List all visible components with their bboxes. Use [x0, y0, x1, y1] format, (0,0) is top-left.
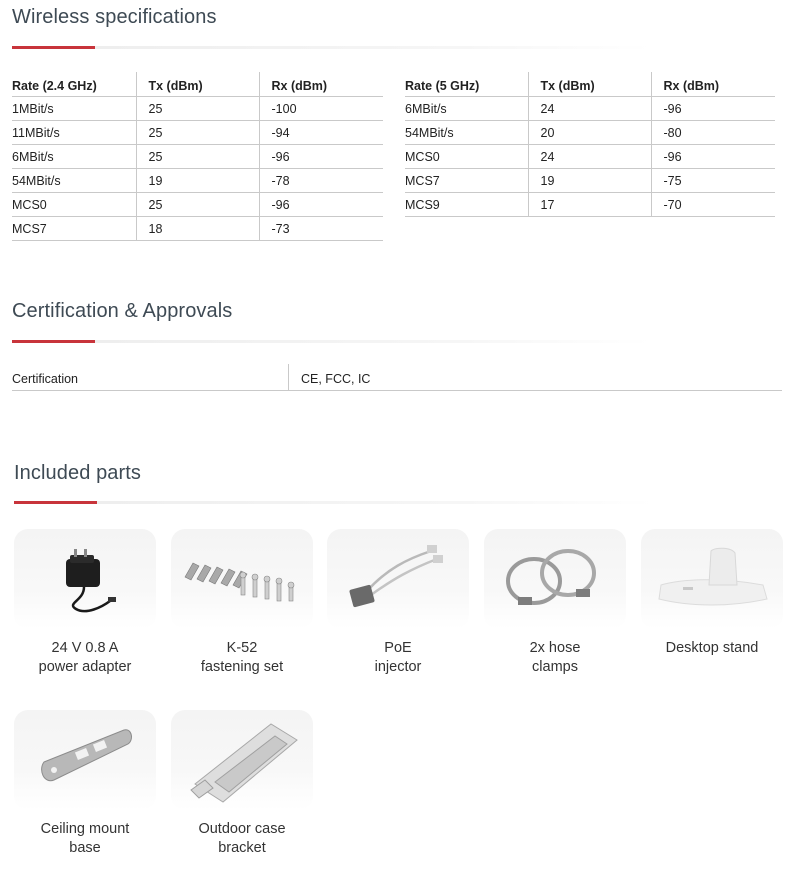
table-cell: 17	[528, 192, 651, 216]
table-cell: MCS0	[12, 192, 136, 216]
table-cell: 20	[528, 120, 651, 144]
table-row	[12, 96, 383, 120]
table-cell: -96	[259, 192, 383, 216]
table-cell: MCS7	[405, 168, 528, 192]
table-cell: 54MBit/s	[405, 120, 528, 144]
table-cell: 25	[136, 144, 259, 168]
certification-value: CE, FCC, IC	[301, 372, 371, 386]
table-row	[405, 144, 775, 168]
part-caption: PoE injector	[374, 640, 422, 675]
table-row	[405, 120, 775, 144]
column-header: Tx (dBm)	[136, 72, 259, 96]
table-cell: -80	[651, 120, 775, 144]
table-row	[405, 168, 775, 192]
desktop-stand-icon	[641, 529, 783, 629]
part-caption: 2x hose clamps	[529, 640, 581, 675]
included-parts-title: Included parts	[14, 462, 142, 484]
table-cell: -100	[259, 96, 383, 120]
certification-title: Certification & Approvals	[12, 300, 233, 322]
part-desktop-stand[interactable]	[641, 529, 783, 658]
certification-title-underline	[12, 340, 652, 343]
table-cell: -96	[651, 144, 775, 168]
table-row	[12, 216, 383, 240]
part-caption: K-52 fastening set	[200, 640, 284, 675]
table-cell: 11MBit/s	[12, 120, 136, 144]
table-row	[12, 120, 383, 144]
part-caption: Outdoor case bracket	[198, 821, 286, 856]
column-divider	[288, 364, 289, 391]
table-header-row	[12, 72, 383, 96]
table-cell: -78	[259, 168, 383, 192]
column-header: Rate (5 GHz)	[405, 72, 528, 96]
table-row	[12, 192, 383, 216]
poe-injector-icon	[327, 529, 469, 629]
column-header: Rx (dBm)	[259, 72, 383, 96]
table-cell: 1MBit/s	[12, 96, 136, 120]
part-poe-injector[interactable]	[327, 529, 469, 677]
part-caption: Desktop stand	[665, 640, 759, 656]
column-header: Rate (2.4 GHz)	[12, 72, 136, 96]
part-caption: Ceiling mount base	[40, 821, 130, 856]
wireless-table-2-4ghz	[12, 72, 383, 241]
table-row	[405, 192, 775, 216]
table-cell: 24	[528, 96, 651, 120]
wireless-title-underline	[12, 46, 652, 49]
table-cell: 24	[528, 144, 651, 168]
table-header-row	[405, 72, 775, 96]
power-adapter-icon	[14, 529, 156, 629]
wireless-table-5ghz	[405, 72, 775, 217]
table-row	[12, 144, 383, 168]
certification-label: Certification	[12, 372, 78, 386]
part-caption: 24 V 0.8 A power adapter	[38, 640, 132, 675]
hose-clamps-icon	[484, 529, 626, 629]
part-case-bracket[interactable]	[171, 710, 313, 858]
table-cell: 19	[528, 168, 651, 192]
table-cell: -96	[651, 96, 775, 120]
part-fastening-set[interactable]	[171, 529, 313, 677]
table-cell: -73	[259, 216, 383, 240]
part-power-adapter[interactable]	[14, 529, 156, 677]
table-cell: 19	[136, 168, 259, 192]
table-cell: 25	[136, 192, 259, 216]
table-cell: 18	[136, 216, 259, 240]
table-row	[12, 168, 383, 192]
table-cell: MCS7	[12, 216, 136, 240]
table-cell: 6MBit/s	[12, 144, 136, 168]
table-cell: -70	[651, 192, 775, 216]
column-header: Tx (dBm)	[528, 72, 651, 96]
column-header: Rx (dBm)	[651, 72, 775, 96]
table-cell: MCS0	[405, 144, 528, 168]
table-cell: 25	[136, 120, 259, 144]
table-cell: 54MBit/s	[12, 168, 136, 192]
part-hose-clamps[interactable]	[484, 529, 626, 677]
table-row	[405, 96, 775, 120]
fastening-set-icon	[171, 529, 313, 629]
part-ceiling-mount[interactable]	[14, 710, 156, 858]
table-cell: MCS9	[405, 192, 528, 216]
case-bracket-icon	[171, 710, 313, 810]
table-cell: -75	[651, 168, 775, 192]
table-cell: -94	[259, 120, 383, 144]
wireless-title: Wireless specifications	[12, 6, 217, 28]
included-parts-title-underline	[14, 501, 654, 504]
table-cell: 6MBit/s	[405, 96, 528, 120]
certification-row	[12, 364, 782, 391]
table-cell: 25	[136, 96, 259, 120]
ceiling-mount-icon	[14, 710, 156, 810]
table-cell: -96	[259, 144, 383, 168]
